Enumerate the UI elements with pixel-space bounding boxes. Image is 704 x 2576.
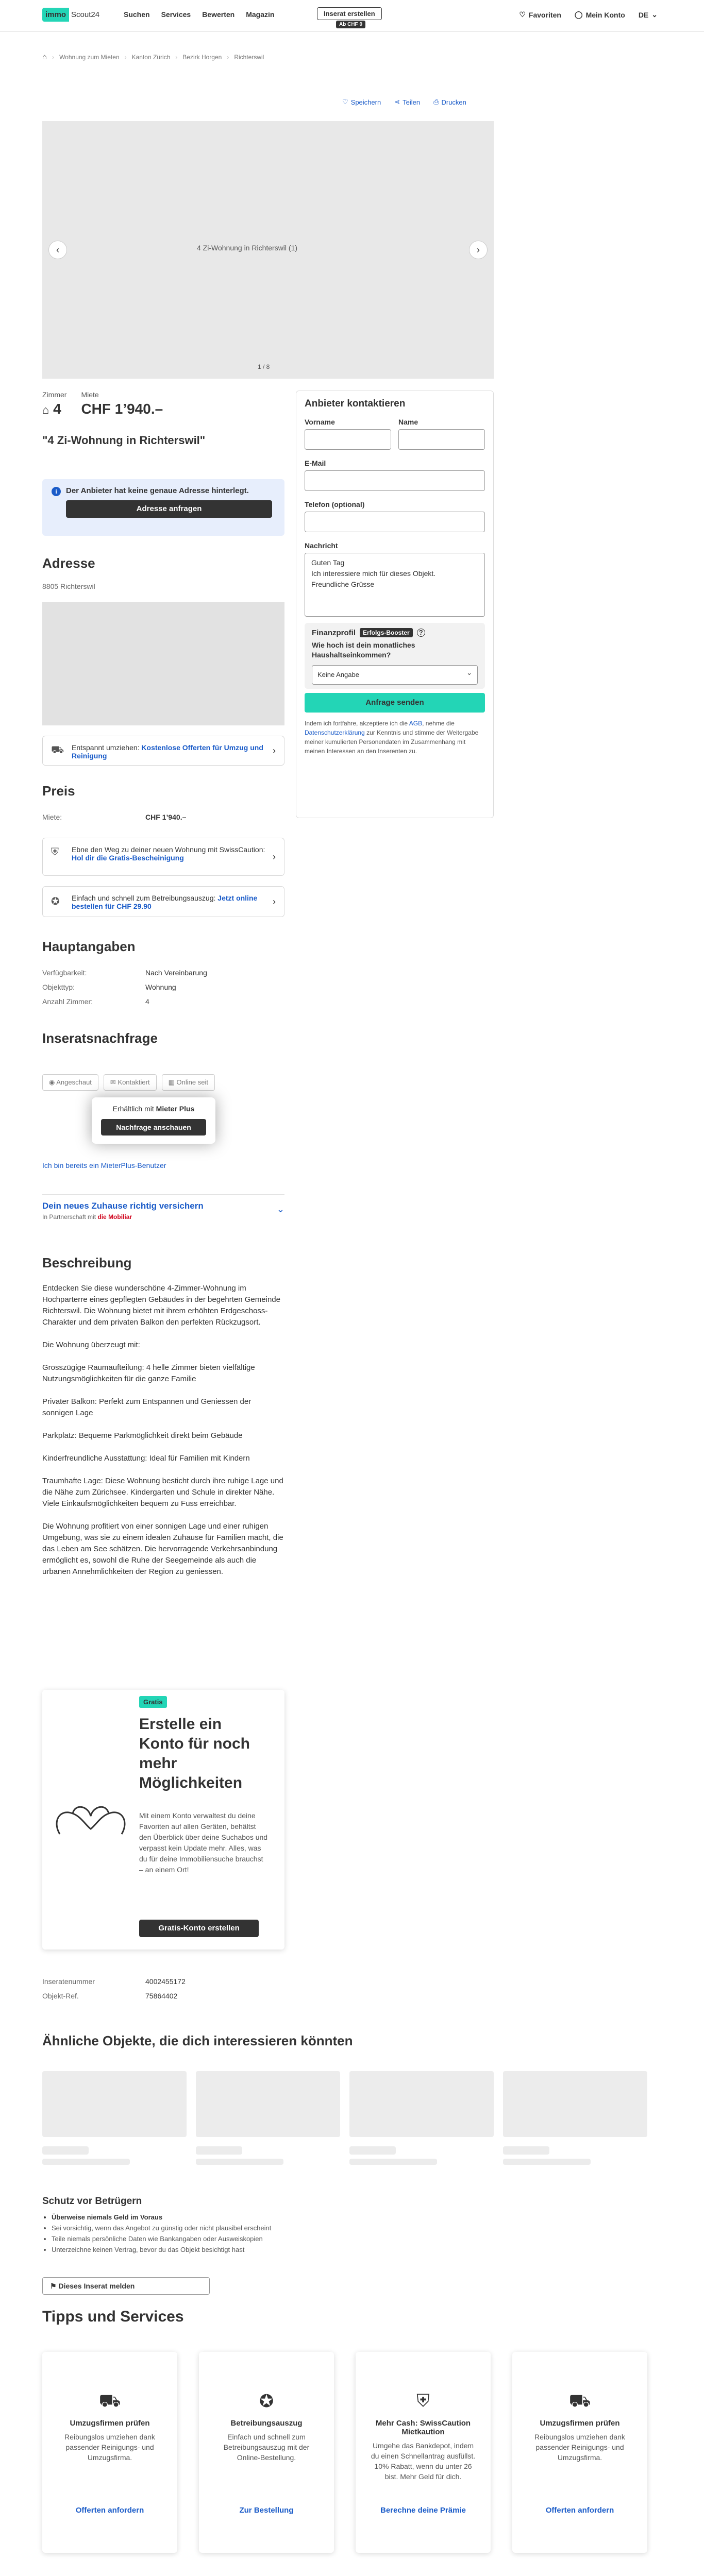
share-icon: ⋖ xyxy=(394,98,400,106)
nav-item-magazine[interactable]: Magazin xyxy=(246,10,275,19)
similar-card-placeholder[interactable] xyxy=(42,2071,187,2168)
account-promo xyxy=(42,1690,284,1950)
tips-heading: Tipps und Services xyxy=(42,2308,184,2325)
privacy-link[interactable]: Datenschutzerklärung xyxy=(305,729,365,736)
print-button[interactable]: ⎙ Drucken xyxy=(433,98,466,106)
image-gallery[interactable] xyxy=(42,121,494,379)
moving-offer-tile[interactable]: ⛟ Entspannt umziehen: Kostenlose Offerten für Umzug und Reinigung › xyxy=(42,736,284,766)
mieterplus-overlay: Erhältlich mit Mieter Plus Nachfrage anschauen xyxy=(92,1097,215,1144)
table-row: Anzahl Zimmer: 4 xyxy=(42,997,149,1006)
send-request-button[interactable]: Anfrage senden xyxy=(305,693,485,713)
share-button[interactable]: ⋖ Teilen xyxy=(394,98,421,106)
contact-form: Anbieter kontaktieren Vorname Name E-Mail Telefon (optional) Nachricht Guten Tag Ich interessiere mich für dieses Objekt. Freundliche Grüsse Finanzprofil Erfolgs-Booster ? Wie hoch ist dein monatliches Haushaltseinkommen? Keine Angabe ⌄ Anfrage senden Indem ich fortfahre, akzeptiere ich die AGB, nehme die Datenschutzerklärung zur Kenntnis und stimme der Weitergabe meiner kumulierten Personendaten im Zusammenhang mit meinen Interessen an den Inserenten zu. xyxy=(296,391,494,818)
list-item: • Teile niemals persönliche Daten wie Bankangaben oder Ausweiskopien xyxy=(52,2235,661,2243)
tab-contacted[interactable]: ✉ Kontaktiert xyxy=(104,1074,157,1091)
message-field[interactable]: Guten Tag Ich interessiere mich für dieses Objekt. Freundliche Grüsse xyxy=(305,553,485,617)
promo-heading: Erstelle ein Konto für noch mehr Möglichkeiten xyxy=(139,1716,250,1791)
tip-link[interactable]: Zur Bestellung xyxy=(239,2506,294,2515)
similar-list xyxy=(42,2071,647,2168)
similar-heading: Ähnliche Objekte, die dich interessieren könnten xyxy=(42,2033,353,2048)
address-heading: Adresse xyxy=(42,555,95,571)
save-button[interactable]: ♡ Speichern xyxy=(342,98,381,106)
rooms-fact: Zimmer ⌂ 4 xyxy=(42,391,67,417)
chevron-right-icon: › xyxy=(273,852,276,862)
breadcrumb-item[interactable]: Richterswil xyxy=(234,53,264,61)
tip-link[interactable]: Offerten anfordern xyxy=(545,2506,614,2515)
finance-profile: Finanzprofil Erfolgs-Booster ? Wie hoch ist dein monatliches Haushaltseinkommen? Keine Angabe ⌄ xyxy=(305,623,485,689)
chevron-down-icon: ⌄ xyxy=(651,10,658,19)
shield-icon: ⛨ xyxy=(416,2391,430,2411)
promo-body: Mit einem Konto verwaltest du deine Favoriten auf allen Geräten, behältst den Überblick über deine Suchabos und verpasst kein Update mehr. Alles, was du für deine Immobiliensuche brauchst – an einem Ort! xyxy=(139,1811,268,1874)
certificate-icon: ✪ xyxy=(259,2392,274,2411)
tip-card[interactable]: ⛟ Umzugsfirmen prüfen Reibungslos umziehen dank passender Reinigungs- und Umzugsfirma. Offerten anfordern xyxy=(42,2352,177,2553)
gallery-image-alt: 4 Zi-Wohnung in Richterswil (1) xyxy=(197,244,298,252)
nav-item-evaluate[interactable]: Bewerten xyxy=(202,10,235,19)
success-booster-badge: Erfolgs-Booster xyxy=(360,628,413,637)
nav-item-search[interactable]: Suchen xyxy=(124,10,150,19)
tab-online-since[interactable]: ▦ Online seit xyxy=(162,1074,215,1091)
breadcrumb-item[interactable]: Kanton Zürich xyxy=(131,53,171,61)
key-facts xyxy=(42,391,284,417)
language-select[interactable]: DE ⌄ xyxy=(638,10,658,19)
debt-register-tile[interactable]: ✪ Einfach und schnell zum Betreibungsauszug: Jetzt online bestellen für CHF 29.90 › xyxy=(42,886,284,917)
create-listing-button[interactable]: Inserat erstellen xyxy=(317,7,382,20)
swisscaution-tile[interactable]: ⛨ Ebne den Weg zu deiner neuen Wohnung mit SwissCaution: Hol dir die Gratis-Bescheinigung › xyxy=(42,838,284,876)
demand-heading: Inseratsnachfrage xyxy=(42,1030,158,1046)
legal-text: Indem ich fortfahre, akzeptiere ich die AGB, nehme die Datenschutzerklärung zur Kenntnis und stimme der Weitergabe meiner kumulierten Personendaten im Zusammenhang mit meinen Interessen an den Inserenten zu. xyxy=(305,720,479,755)
certificate-icon: ✪ xyxy=(51,896,60,907)
main-facts-table xyxy=(42,969,284,1012)
listing-ids: Inseratenummer 4002455172 Objekt-Ref. 75864402 xyxy=(42,1977,186,2000)
truck-icon: ⛟ xyxy=(568,2391,591,2411)
chevron-right-icon: › xyxy=(477,244,480,255)
breadcrumb-item[interactable]: Bezirk Horgen xyxy=(182,53,222,61)
create-account-button[interactable]: Gratis-Konto erstellen xyxy=(139,1920,259,1937)
tip-link[interactable]: Berechne deine Prämie xyxy=(380,2506,466,2515)
lastname-field[interactable] xyxy=(398,429,485,450)
favorites-link[interactable]: ♡ Favoriten xyxy=(519,10,561,19)
gallery-next-button[interactable] xyxy=(469,241,488,259)
similar-card-placeholder[interactable] xyxy=(196,2071,340,2168)
calendar-icon: ▦ xyxy=(168,1078,175,1086)
mieterplus-login-link[interactable]: Ich bin bereits ein MieterPlus-Benutzer xyxy=(42,1161,166,1170)
view-demand-button[interactable]: Nachfrage anschauen xyxy=(101,1119,206,1136)
demand-tabs xyxy=(42,1074,284,1091)
free-badge: Gratis xyxy=(139,1696,167,1708)
site-header xyxy=(0,0,704,32)
truck-icon: ⛟ xyxy=(51,744,64,756)
income-select[interactable]: Keine Angabe ⌄ xyxy=(312,665,478,685)
request-address-button[interactable]: Adresse anfragen xyxy=(66,500,272,518)
home-icon: ⌂ xyxy=(42,403,49,416)
insurance-teaser[interactable]: Dein neues Zuhause richtig versichern In Partnerschaft mit die Mobiliar ⌄ xyxy=(42,1194,284,1221)
list-item: • Überweise niemals Geld im Voraus xyxy=(52,2213,661,2221)
address-value: 8805 Richterswil xyxy=(42,582,95,590)
rent-fact: Miete CHF 1’940.– xyxy=(81,391,163,417)
user-icon: ◯ xyxy=(574,10,583,19)
logo[interactable]: immo Scout24 xyxy=(42,7,102,22)
heart-icon: ♡ xyxy=(519,10,526,19)
address-notice: i Der Anbieter hat keine genaue Adresse hinterlegt. Adresse anfragen xyxy=(42,479,284,536)
breadcrumb: ⌂ › Wohnung zum Mieten › Kanton Zürich › Bezirk Horgen › Richterswil xyxy=(42,53,264,61)
price-heading: Preis xyxy=(42,783,75,799)
price-row: Miete: CHF 1’940.– xyxy=(42,813,187,821)
agb-link[interactable]: AGB xyxy=(409,720,423,727)
home-icon[interactable]: ⌂ xyxy=(42,53,47,61)
tip-card[interactable]: ⛟ Umzugsfirmen prüfen Reibungslos umziehen dank passender Reinigungs- und Umzugsfirma. Offerten anfordern xyxy=(512,2352,647,2553)
account-link[interactable]: ◯ Mein Konto xyxy=(574,10,625,19)
main-nav xyxy=(124,10,274,19)
similar-card-placeholder[interactable] xyxy=(349,2071,494,2168)
chevron-down-icon[interactable]: ⌄ xyxy=(276,1204,284,1214)
eye-icon: ◉ xyxy=(49,1078,55,1086)
firstname-field[interactable] xyxy=(305,429,391,450)
map[interactable] xyxy=(42,602,284,725)
chevron-right-icon: › xyxy=(273,896,276,907)
table-row: Verfügbarkeit: Nach Vereinbarung xyxy=(42,969,207,977)
main-facts-heading: Hauptangaben xyxy=(42,939,136,954)
nav-item-services[interactable]: Services xyxy=(161,10,191,19)
gallery-prev-button[interactable] xyxy=(48,241,67,259)
phone-field[interactable] xyxy=(305,512,485,532)
chevron-right-icon: › xyxy=(273,745,276,756)
gallery-counter: 1 / 8 xyxy=(258,363,270,370)
heart-icon: ♡ xyxy=(342,98,348,106)
heart-hands-icon xyxy=(49,1793,132,1844)
listing-actions xyxy=(342,98,466,106)
breadcrumb-item[interactable]: Wohnung zum Mieten xyxy=(59,53,120,61)
listing-title: "4 Zi-Wohnung in Richterswil" xyxy=(42,434,206,447)
report-listing-button[interactable]: ⚑ Dieses Inserat melden xyxy=(42,2277,210,2295)
help-icon[interactable]: ? xyxy=(417,629,425,637)
similar-card-placeholder[interactable] xyxy=(503,2071,647,2168)
tip-card[interactable]: ⛨ Mehr Cash: SwissCaution Mietkaution Umgehe das Bankdepot, indem du einen Schnellantrag ausfüllst. 10% Rabatt, wenn du unter 26 bist. Mehr Geld für dich. Berechne deine Prämie xyxy=(356,2352,491,2553)
table-row: Objekttyp: Wohnung xyxy=(42,983,176,991)
tips-cards xyxy=(42,2352,647,2553)
tip-card[interactable]: ✪ Betreibungsauszug Einfach und schnell zum Betreibungsauszug mit der Online-Bestellung. Zur Bestellung xyxy=(199,2352,334,2553)
description-heading: Beschreibung xyxy=(42,1255,132,1270)
list-item: • Sei vorsichtig, wenn das Angebot zu günstig oder nicht plausibel erscheint xyxy=(52,2224,661,2232)
flag-icon: ⚑ xyxy=(50,2282,57,2290)
truck-icon: ⛟ xyxy=(98,2391,121,2411)
create-listing-badge: Ab CHF 0 xyxy=(336,21,365,28)
shield-icon: ⛨ xyxy=(51,846,59,858)
fraud-protection: Schutz vor Betrügern • Überweise niemals Geld im Voraus • Sei vorsichtig, wenn das Angebot zu günstig oder nicht plausibel erscheint • Teile niemals persönliche Daten wie Bankangaben oder Ausweiskopien • Unterzeichne keinen Vertrag, bevor du das Objekt besichtigt hast xyxy=(42,2196,661,2257)
tab-viewed[interactable]: ◉ Angeschaut xyxy=(42,1074,98,1091)
description-text: Entdecken Sie diese wunderschöne 4-Zimmer-Wohnung im Hochparterre eines gepflegten Gebäudes in der begehrten Gemeinde Richterswil. Die Wohnung bietet mit ihrem erhöhten Erdgeschoss-Charakter und dem privaten Balkon den perfekten Rückzugsort. Die Wohnung überzeugt mit: Grosszügige Raumaufteilung: 4 helle Zimmer bieten vielfältige Nutzungsmöglichkeiten für die ganze Familie Privater Balkon: Perfekt zum Entspannen und Geniessen der sonnigen Lage Parkplatz: Bequeme Parkmöglichkeit direkt beim Gebäude Kinderfreundliche Ausstattung: Ideal für Familien mit Kindern Traumhafte Lage: Diese Wohnung besticht durch ihre ruhige Lage und die Nähe zum Zürichsee. Kindergarten und Schule in direkter Nähe. Viele Einkaufsmöglichkeiten bequem zu Fuss erreichbar. Die Wohnung profitiert von einer sonnigen Lage und einer ruhigen Umgebung, was sie zu einem idealen Zuhause für Familien macht, die das Leben am See schätzen. Die hervorragende Verkehrsanbindung ermöglicht es, sowohl die Ruhe der Seegemeinde als auch die urbanen Annehmlichkeiten der Region zu geniessen. xyxy=(42,1284,283,1576)
chevron-left-icon: ‹ xyxy=(56,244,59,255)
mail-icon: ✉ xyxy=(110,1078,116,1086)
printer-icon: ⎙ xyxy=(433,98,439,106)
mobiliar-logo: die Mobiliar xyxy=(97,1213,132,1221)
list-item: • Unterzeichne keinen Vertrag, bevor du das Objekt besichtigt hast xyxy=(52,2246,661,2253)
email-field[interactable] xyxy=(305,470,485,491)
tip-link[interactable]: Offerten anfordern xyxy=(75,2506,144,2515)
